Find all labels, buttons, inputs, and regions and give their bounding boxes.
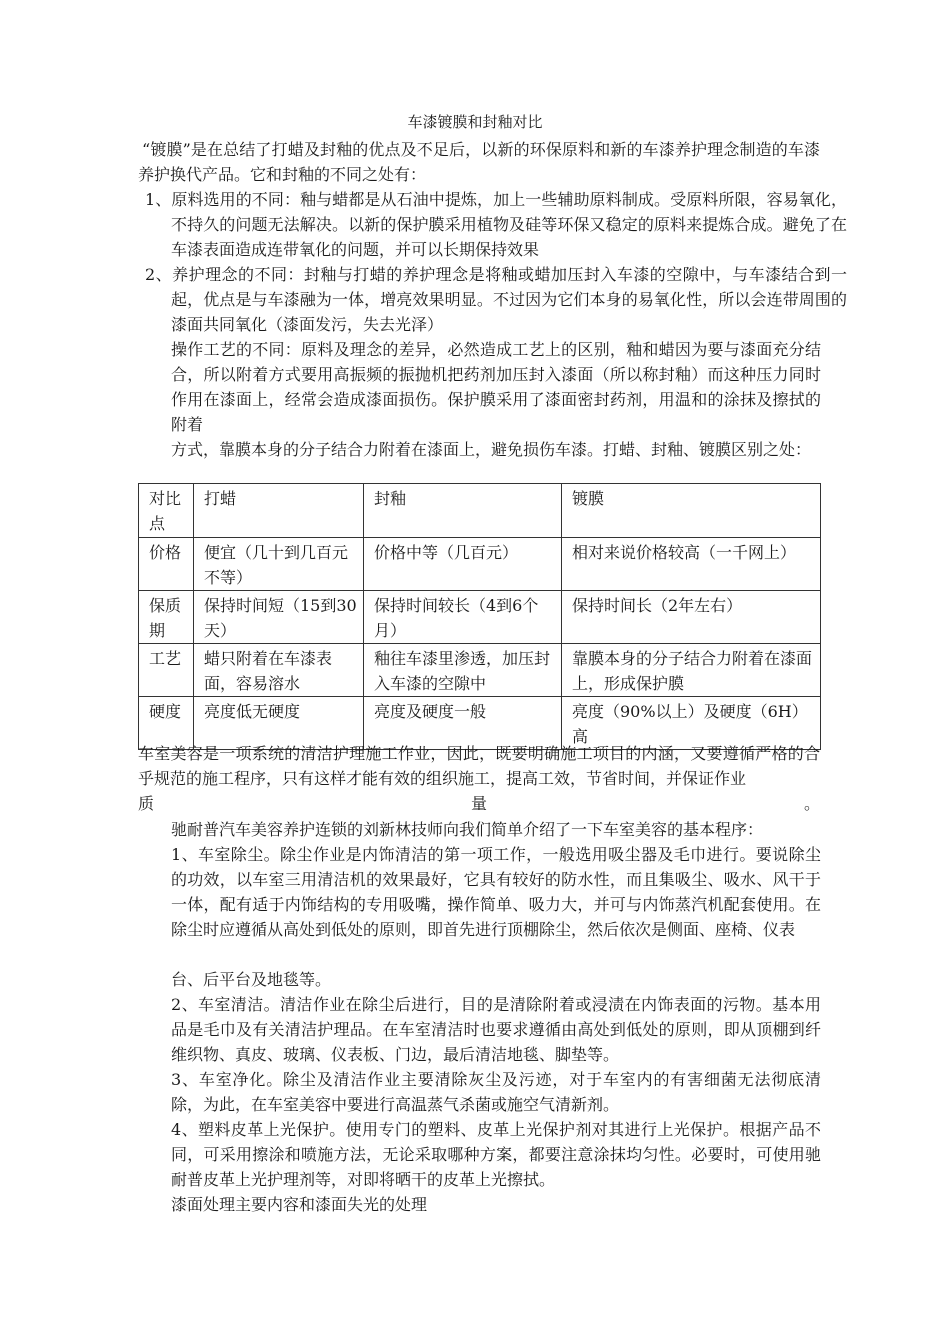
table-cell: 价格中等（几百元） (364, 538, 562, 591)
technician-paragraph: 驰耐普汽车美容养护连锁的刘新林技师向我们简单介绍了一下车室美容的基本程序： (171, 820, 764, 839)
table-header-cell: 打蜡 (194, 484, 364, 538)
table-cell: 工艺 (139, 644, 194, 697)
item-1-paragraph: 1、原料选用的不同：釉与蜡都是从石油中提炼，加上一些辅助原料制成。受原料所限，容易氧化，不持久的问题无法解决。以新的保护膜采用植物及硅等环保又稳定的原料来提炼合成。避免了在车漆表面造成连带氧化的问题，并可以长期保持效果 (145, 190, 847, 259)
interior-intro-paragraph: 车室美容是一项系统的清洁护理施工作业，因此，既要明确施工项目的内涵，又要遵循严格的合乎规范的施工程序，只有这样才能有效的组织施工，提高工效，节省时间，并保证作业 (138, 744, 820, 788)
comparison-table (138, 483, 821, 750)
quality-line (138, 791, 820, 816)
table-cell: 保持时间较长（4到6个月） (364, 591, 562, 644)
table-header-cell: 封釉 (364, 484, 562, 538)
table-cell: 亮度（90%以上）及硬度（6H）高 (562, 697, 821, 750)
table-cell: 釉往车漆里渗透，加压封入车漆的空隙中 (364, 644, 562, 697)
step-3-paragraph: 3、车室净化。除尘及清洁作业主要清除灰尘及污迹，对于车室内的有害细菌无法彻底清除，为此，在车室美容中要进行高温蒸气杀菌或施空气清新剂。 (171, 1070, 821, 1114)
page-title: 车漆镀膜和封釉对比 (407, 113, 543, 131)
table-cell: 亮度低无硬度 (194, 697, 364, 750)
table-cell: 保持时间短（15到30天） (194, 591, 364, 644)
quality-word-3: 。 (803, 794, 820, 813)
table-row (139, 538, 821, 591)
table-cell: 保质期 (139, 591, 194, 644)
step-2-paragraph: 2、车室清洁。清洁作业在除尘后进行，目的是清除附着或浸渍在内饰表面的污物。基本用品是毛巾及有关清洁护理品。在车室清洁时也要求遵循由高处到低处的原则，即从顶棚到纤维织物、真皮、玻璃、仪表板、门边，最后清洁地毯、脚垫等。 (171, 995, 821, 1064)
step-1-continued-paragraph: 台、后平台及地毯等。 (171, 970, 332, 989)
table-header-cell: 镀膜 (562, 484, 821, 538)
item-2-paragraph: 2、养护理念的不同：封釉与打蜡的养护理念是将釉或蜡加压封入车漆的空隙中，与车漆结合到一起，优点是与车漆融为一体，增亮效果明显。不过因为它们本身的易氧化性，所以会连带周围的漆面共同氧化（漆面发污，失去光泽） (145, 265, 847, 334)
intro-paragraph: “镀膜”是在总结了打蜡及封釉的优点及不足后，以新的环保原料和新的车漆养护理念制造的车漆养护换代产品。它和封釉的不同之处有： (138, 140, 820, 184)
table-header-row (139, 484, 821, 538)
craft-continued-paragraph: 方式，靠膜本身的分子结合力附着在漆面上，避免损伤车漆。打蜡、封釉、镀膜区别之处： (171, 440, 812, 459)
table-row (139, 644, 821, 697)
table-cell: 保持时间长（2年左右） (562, 591, 821, 644)
table-header-cell: 对比点 (139, 484, 194, 538)
table-cell: 亮度及硬度一般 (364, 697, 562, 750)
table-cell: 相对来说价格较高（一千网上） (562, 538, 821, 591)
step-1-paragraph: 1、车室除尘。除尘作业是内饰清洁的第一项工作，一般选用吸尘器及毛巾进行。要说除尘的功效，以车室三用清洁机的效果最好，它具有较好的防水性，而且集吸尘、吸水、风干于一体，配有适于内饰结构的专用吸嘴，操作简单、吸力大，并可与内饰蒸汽机配套使用。在除尘时应遵循从高处到低处的原则，即首先进行顶棚除尘，然后依次是侧面、座椅、仪表 (171, 845, 821, 939)
table-cell: 硬度 (139, 697, 194, 750)
quality-word-2: 量 (470, 794, 487, 813)
table-cell: 靠膜本身的分子结合力附着在漆面上，形成保护膜 (562, 644, 821, 697)
table-cell: 价格 (139, 538, 194, 591)
table-cell: 便宜（几十到几百元不等） (194, 538, 364, 591)
table-cell: 蜡只附着在车漆表面，容易溶水 (194, 644, 364, 697)
table-row (139, 591, 821, 644)
step-4-paragraph: 4、塑料皮革上光保护。使用专门的塑料、皮革上光保护剂对其进行上光保护。根据产品不同，可采用擦涂和喷施方法，无论采取哪种方案，都要注意涂抹均匀性。必要时，可使用驰耐普皮革上光护理剂等，对即将晒干的皮革上光擦拭。 (171, 1120, 821, 1189)
closing-heading: 漆面处理主要内容和漆面失光的处理 (171, 1195, 428, 1214)
craft-paragraph: 操作工艺的不同：原料及理念的差异，必然造成工艺上的区别，釉和蜡因为要与漆面充分结合，所以附着方式要用高振频的振抛机把药剂加压封入漆面（所以称封釉）而这种压力同时作用在漆面上，经常会造成漆面损伤。保护膜采用了漆面密封药剂，用温和的涂抹及擦拭的附着 (171, 340, 821, 434)
quality-word-1: 质 (138, 794, 155, 813)
